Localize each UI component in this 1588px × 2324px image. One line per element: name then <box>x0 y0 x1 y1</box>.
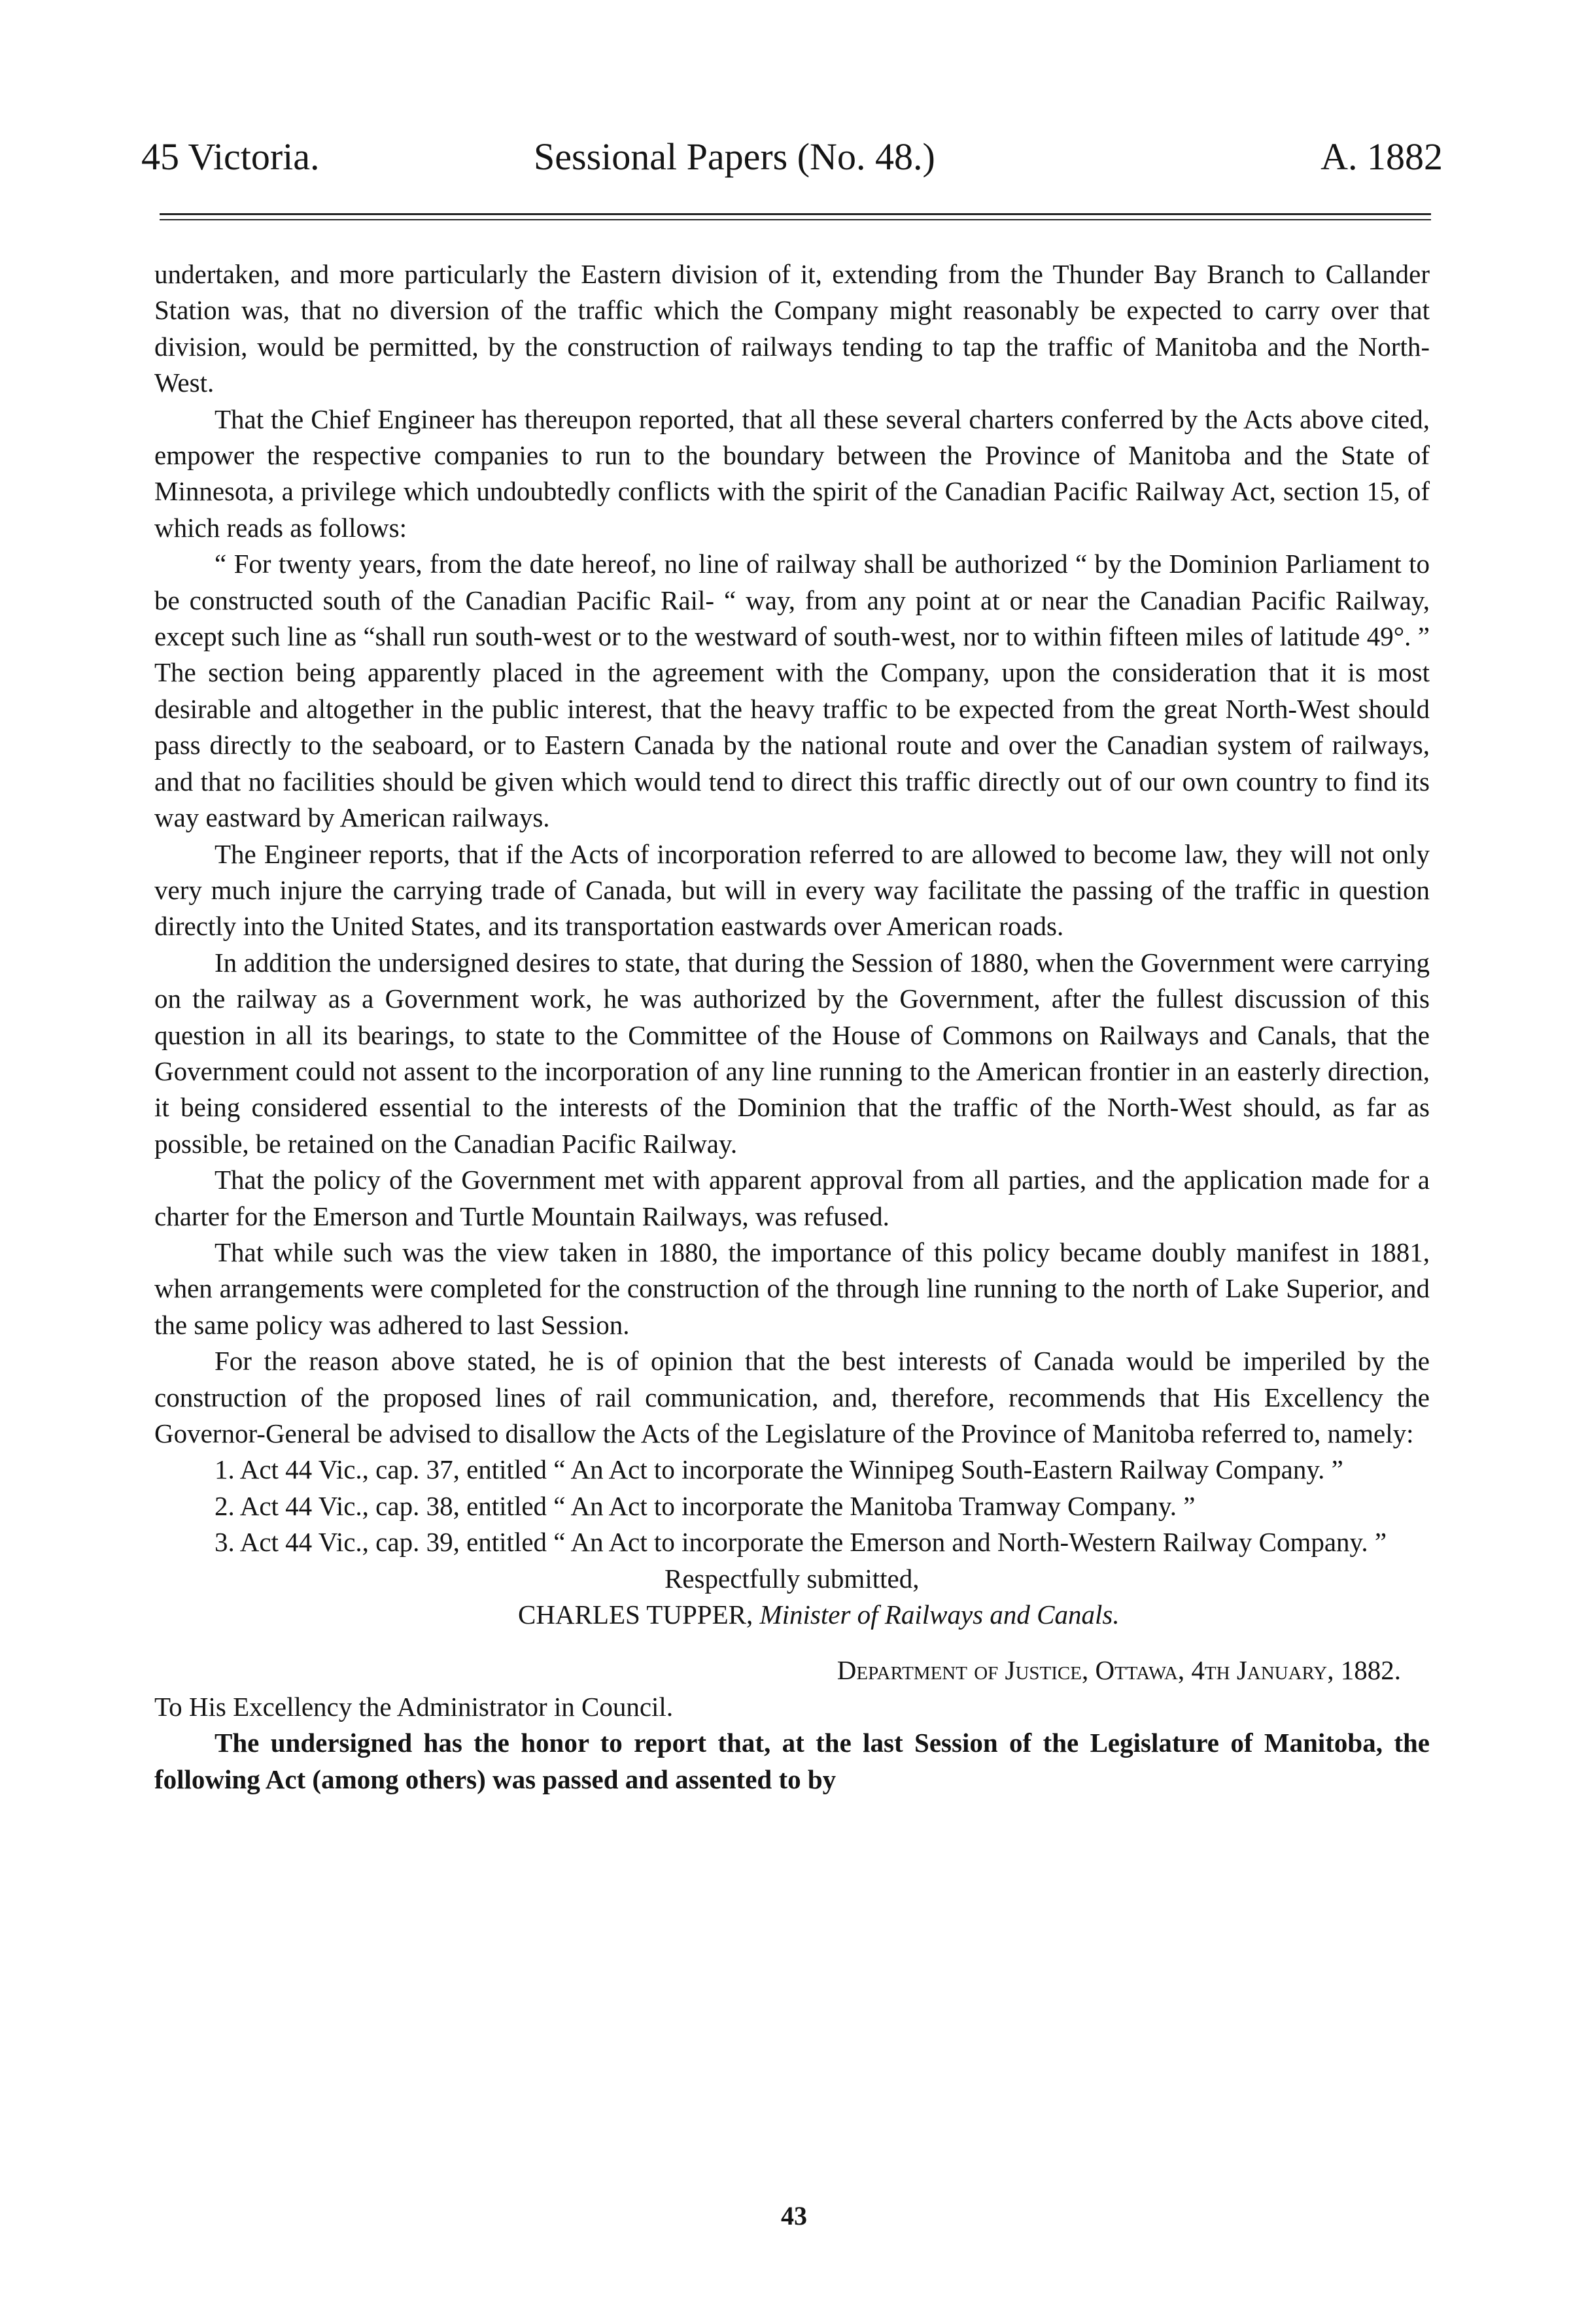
act-item: 1. Act 44 Vic., cap. 37, entitled “ An Act to incorporate the Winnipeg South-Eastern Railway Company. ” <box>215 1454 1343 1485</box>
header-volume: 45 Victoria. <box>141 135 320 178</box>
paragraph-quoted-section: “ For twenty years, from the date hereof, no line of railway shall be authorized “ by the Dominion Parliament to be constructed south of the Canadian Pacific Rail- “ way, from any point at or near the Canadian Pacific Railway, except such line as “shall run south-west or to the westward of south-west, nor to within fifteen miles of latitude 49°. ” The section being apparently placed in the agreement with the Company, upon the consideration that it is most desirable and altogether in the public interest, that the heavy traffic to be expected from the great North-West should pass directly to the seaboard, or to Eastern Canada by the national route and over the Canadian system of railways, and that no facilities should be given which would tend to direct this traffic directly out of our own country to find its way eastward by American railways. <box>154 549 1430 833</box>
page-number: 43 <box>781 2201 807 2230</box>
paragraph-recommendation: For the reason above stated, he is of opinion that the best interests of Canada would be imperiled by the construction of the proposed lines of rail communication, and, therefore, recommends that His Excellency the Governor-General be advised to disallow the Acts of the Legislature of the Province of Manitoba referred to, namely: <box>154 1346 1430 1448</box>
paragraph-session-1880: In addition the undersigned desires to state, that during the Session of 1880, when the Government were carrying on the railway as a Government work, he was authorized by the Government, after the fullest discussion of this question in all its bearings, to state to the Committee of the House of Commons on Railways and Canals, that the Government could not assent to the incorporation of any line running to the American frontier in an easterly direction, it being considered essential to the interests of the Dominion that the traffic of the North-West should, as far as possible, be retained on the Canadian Pacific Railway. <box>154 947 1430 1159</box>
respectfully-submitted: Respectfully submitted, <box>665 1563 920 1594</box>
paragraph-policy-1881: That while such was the view taken in 1880, the importance of this policy became doubly manifest in 1881, when arrangements were completed for the construction of the through line running to the north of Lake Superior, and the same policy was adhered to last Session. <box>154 1237 1430 1340</box>
header-year: A. 1882 <box>1320 135 1443 178</box>
signatory-name: CHARLES TUPPER, <box>518 1599 753 1630</box>
header-title: Sessional Papers (No. 48.) <box>534 135 935 178</box>
signature-line <box>154 1597 1430 1633</box>
dateline-text: Department of Justice, Ottawa, 4th January, 1882. <box>837 1655 1401 1686</box>
paragraph-engineer-reports: The Engineer reports, that if the Acts of incorporation referred to are allowed to become law, they will not only very much injure the carrying trade of Canada, but will in every way facilitate the passing of the traffic in question directly into the United States, and its transportation eastwards over American roads. <box>154 838 1430 942</box>
signature-block <box>154 1561 1430 1633</box>
addressee: To His Excellency the Administrator in Council. <box>154 1691 674 1722</box>
act-item: 2. Act 44 Vic., cap. 38, entitled “ An Act to incorporate the Manitoba Tramway Company. ” <box>215 1490 1196 1521</box>
signatory-title: Minister of Railways and Canals. <box>759 1599 1120 1630</box>
paragraph-continuation: undertaken, and more particularly the Eastern division of it, extending from the Thunder Bay Branch to Callander Station was, that no diversion of the traffic which the Company might reasonably be expected to carry over that division, would be permitted, by the construction of railways tending to tap the traffic of Manitoba and the North-West. <box>154 259 1430 398</box>
page-header <box>141 124 1443 190</box>
act-item: 3. Act 44 Vic., cap. 39, entitled “ An Act to incorporate the Emerson and North-Western Railway Company. ” <box>215 1527 1387 1558</box>
paragraph-policy-approval: That the policy of the Government met with apparent approval from all parties, and the application made for a charter for the Emerson and Turtle Mountain Railways, was refused. <box>154 1165 1430 1231</box>
dateline <box>154 1652 1430 1688</box>
header-rule <box>160 213 1431 215</box>
header-rule-secondary <box>160 219 1431 220</box>
acts-list <box>154 1452 1430 1560</box>
document-body <box>154 256 1430 1798</box>
paragraph-chief-engineer: That the Chief Engineer has thereupon reported, that all these several charters conferred by the Acts above cited, empower the respective companies to run to the boundary between the Province of Manitoba and the State of Minnesota, a privilege which undoubtedly conflicts with the spirit of the Canadian Pacific Railway Act, section 15, of which reads as follows: <box>154 403 1430 543</box>
paragraph-justice-report: The undersigned has the honor to report that, at the last Session of the Legislature of Manitoba, the following Act (among others) was passed and assented to by <box>154 1728 1430 1794</box>
